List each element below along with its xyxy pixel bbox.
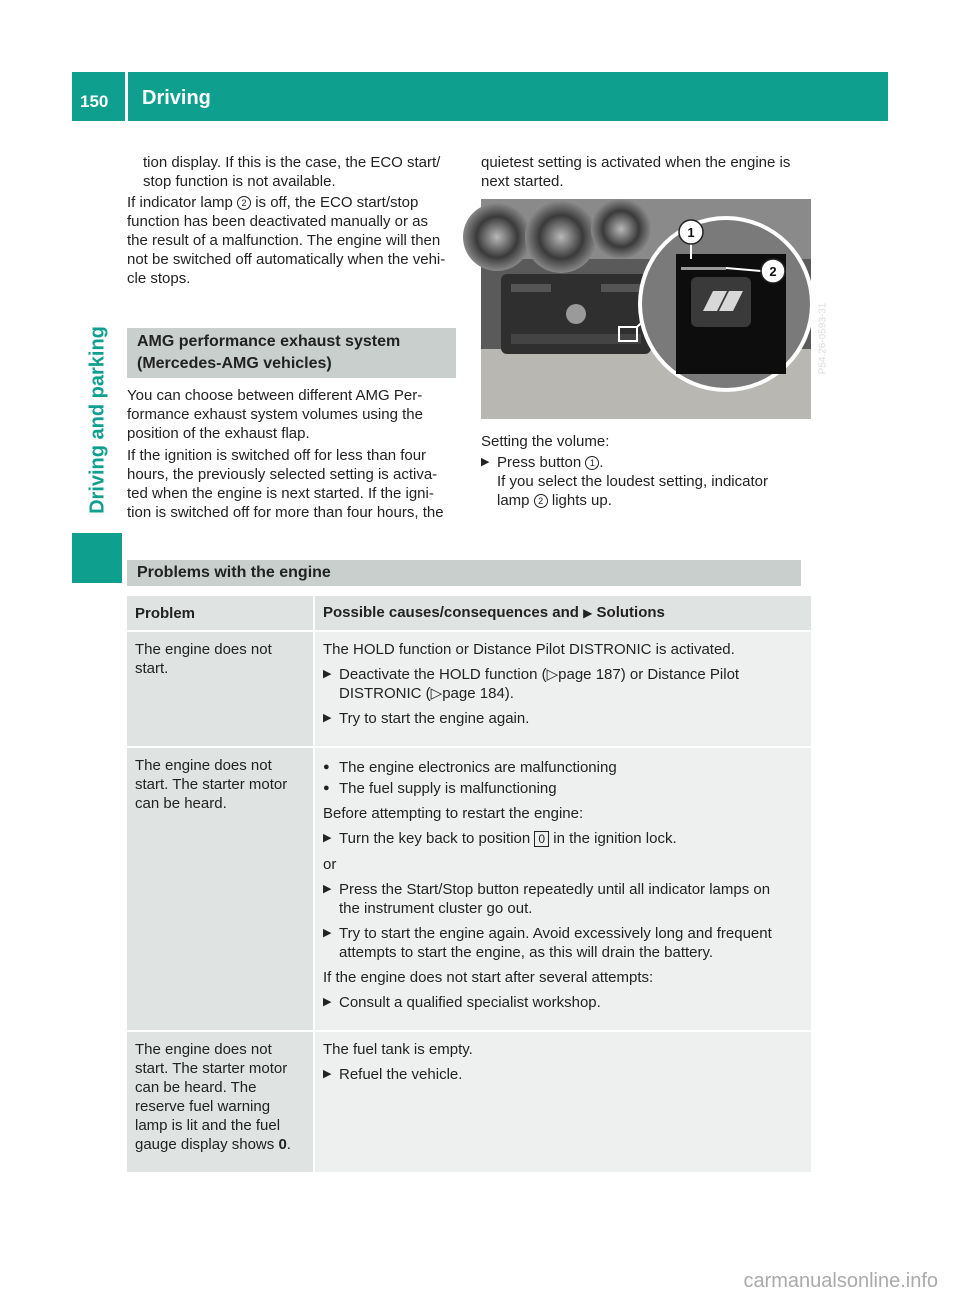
column-header-problem: Problem [127,596,315,630]
cause-text: The HOLD function or Distance Pilot DISTRONIC is activated. [323,641,735,658]
table-row [127,632,811,746]
text-line: page 187) or Distance Pilot [558,666,740,683]
side-tab-marker [72,533,122,583]
dashboard-photo [481,199,829,419]
text-line: can be heard. [135,795,227,812]
step-arrow-icon: ▶ [323,996,332,1008]
text-line: start. [135,660,169,677]
text-line: not be switched off automatically when the vehi- [127,251,446,268]
setting-label: Setting the volume: [481,433,610,450]
solution-cell [315,1032,811,1172]
text-line: Press button [497,454,586,471]
left-column [127,153,459,522]
problem-cell [127,748,315,1030]
instruction-step [323,829,803,849]
step-text [497,453,768,510]
page-ref-icon: ▷ [430,685,443,702]
problems-table [127,594,811,1174]
text-line: You can choose between different AMG Per- [127,387,423,404]
table-row [127,1032,811,1172]
text-line: DISTRONIC ( [339,685,431,702]
text-line: tion display. If this is the case, the ECO start/ [143,154,441,171]
text-line: page 184). [442,685,514,702]
right-column-bottom [481,432,813,510]
section-heading [127,328,456,378]
step-arrow-icon: ▶ [323,883,332,895]
text-line: The engine does not [135,1041,272,1058]
callout-2: 2 [769,264,777,279]
header-text: Possible causes/consequences and [323,604,579,621]
cause-item [323,779,803,798]
text-line: can be heard. The [135,1079,257,1096]
text-line: cle stops. [127,270,191,287]
text-line: formance exhaust system volumes using the [127,406,423,423]
cause-text: The fuel supply is malfunctioning [339,780,557,797]
text-line: . [599,454,604,471]
text-line: is off, the ECO start/stop [251,194,419,211]
instruction-text: If the engine does not start after several attempts: [323,969,654,986]
problems-heading: Problems with the engine [127,560,801,586]
instruction-step [323,709,803,728]
instruction-text: Before attempting to restart the engine: [323,805,584,822]
column-header-causes [315,596,811,630]
text-line: the instrument cluster go out. [339,900,533,917]
step-text: Refuel the vehicle. [339,1066,463,1083]
text-line: gauge display shows [135,1136,279,1153]
step-arrow-icon: ▶ [323,712,332,724]
side-tab-label: Driving and parking [86,326,109,514]
text-line: attempts to start the engine, as this will drain the battery. [339,944,714,961]
bullet-icon: ● [323,782,330,794]
step-arrow-icon: ▶ [481,456,490,468]
text-line: . [286,1136,291,1153]
paragraph [127,446,459,522]
header-separator [125,72,128,121]
paragraph [481,153,813,191]
text-line: lamp is lit and the fuel [135,1117,281,1134]
callout-1: 1 [687,225,695,240]
text-line: the result of a malfunction. The engine will then [127,232,441,249]
instruction-step [323,924,803,962]
heading-line: AMG performance exhaust system [137,333,401,350]
text-line: tion is switched off for more than four hours, the [127,504,444,521]
page-ref-icon: ▷ [546,666,559,683]
text-line: lamp [497,492,534,509]
step-text [339,880,770,918]
step-text [339,924,772,962]
instruction-step [481,453,813,510]
bullet-icon: ● [323,761,330,773]
text-line: lights up. [547,492,612,509]
instruction-step [323,993,803,1012]
arrow-icon: ▶ [583,606,593,620]
step-arrow-icon: ▶ [323,1068,332,1080]
problem-cell [127,632,315,746]
text-line: Deactivate the HOLD function ( [339,666,547,683]
cause-text: The fuel tank is empty. [323,1041,473,1058]
heading-line: (Mercedes-AMG vehicles) [137,355,332,372]
text-line: start. The starter motor [135,1060,288,1077]
text-line: next started. [481,173,564,190]
solution-cell [315,632,811,746]
right-column-top [481,153,813,191]
text-line: If you select the loudest setting, indicator [497,473,768,490]
text-line: function has been deactivated manually or as [127,213,429,230]
paragraph [127,153,459,191]
instruction-step [323,1065,803,1084]
instruction-step [323,880,803,918]
text-line: Try to start the engine again. Avoid excessively long and frequent [339,925,772,942]
problem-cell [127,1032,315,1172]
instruction-step [323,665,803,703]
text-line: Turn the key back to position [339,830,535,847]
paragraph [127,386,459,443]
marker-2-icon: 2 [534,494,548,508]
table-header-row [127,596,811,630]
text-line: The engine does not [135,757,272,774]
step-text: Consult a qualified specialist workshop. [339,994,601,1011]
paragraph [127,193,459,288]
cause-text: The engine electronics are malfunctioning [339,759,617,776]
text-line: The engine does not [135,641,272,658]
solution-cell [315,748,811,1030]
step-text [339,829,677,849]
step-arrow-icon: ▶ [323,832,332,844]
gauge-value: 0 [278,1136,287,1153]
text-line: reserve fuel warning [135,1098,271,1115]
watermark: carmanualsonline.info [743,1270,938,1292]
cause-item [323,758,803,777]
text-line: quietest setting is activated when the engine is [481,154,791,171]
text-line: Press the Start/Stop button repeatedly until all indicator lamps on [339,881,771,898]
text-line: hours, the previously selected setting is activa- [127,466,438,483]
text-line: ted when the engine is next started. If the igni- [127,485,434,502]
marker-1-icon: 1 [585,456,599,470]
marker-2-icon: 2 [237,196,251,210]
text-line: stop function is not available. [143,173,336,190]
key-position-icon: 0 [534,831,549,847]
step-arrow-icon: ▶ [323,668,332,680]
header-text: Solutions [596,604,665,621]
image-code: P54.26-0593-31 [817,302,829,375]
text-line: If indicator lamp [127,194,238,211]
or-text: or [323,856,337,873]
text-line: in the ignition lock. [549,830,677,847]
text-line: If the ignition is switched off for less than four [127,447,427,464]
step-text [339,665,739,703]
step-arrow-icon: ▶ [323,927,332,939]
page-number: 150 [80,92,109,111]
section-title: Driving [142,87,211,109]
table-row [127,748,811,1030]
text-line: start. The starter motor [135,776,288,793]
text-line: position of the exhaust flap. [127,425,310,442]
step-text: Try to start the engine again. [339,710,530,727]
